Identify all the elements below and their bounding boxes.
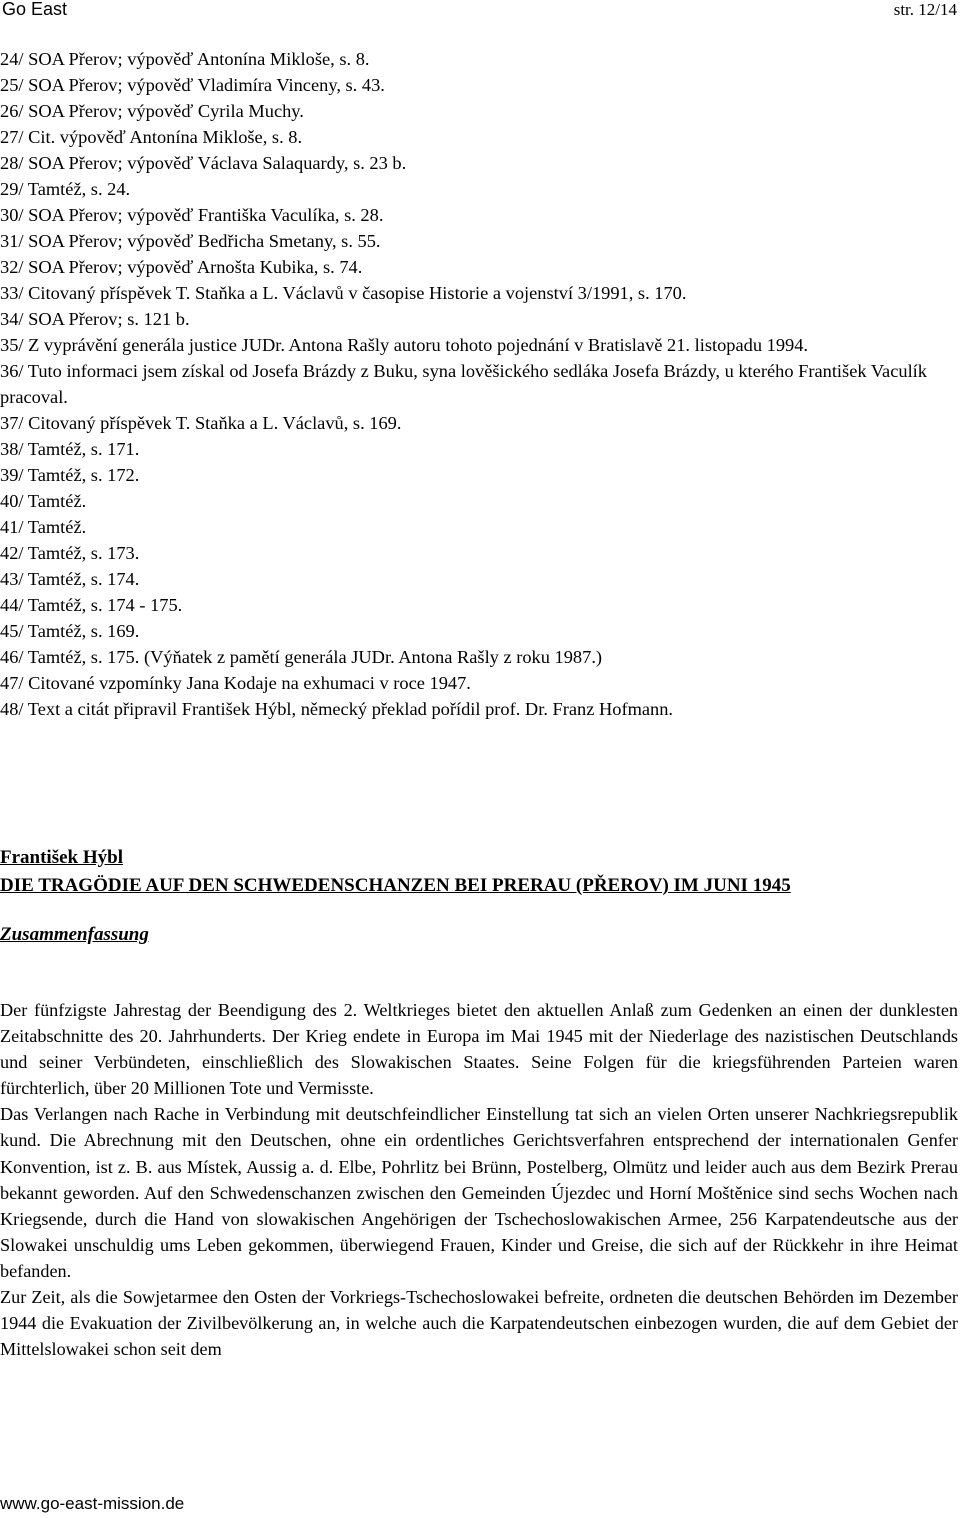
article-heading bbox=[0, 844, 958, 948]
footnote: 39/ Tamtéž, s. 172. bbox=[0, 465, 140, 485]
page-header bbox=[0, 0, 960, 26]
footnote: 41/ Tamtéž. bbox=[0, 517, 87, 537]
summary-heading: Zusammenfassung bbox=[0, 924, 149, 945]
footnote: 43/ Tamtéž, s. 174. bbox=[0, 569, 140, 589]
author-name: František Hýbl bbox=[0, 847, 123, 868]
page-number: str. 12/14 bbox=[893, 0, 957, 19]
footnote: 29/ Tamtéž, s. 24. bbox=[0, 179, 131, 199]
footnotes-list bbox=[0, 46, 958, 722]
paragraph: Zur Zeit, als die Sowjetarmee den Osten der Vorkriegs-Tschechoslowakei befreite, ordneten die deutschen Behörden im Dezember 1944 die Evakuation der Zivilbevölkerung an, in welche auch die Karpatendeutschen einbezogen wurden, die auf dem Gebiet der Mittelslowakei schon seit dem bbox=[0, 1287, 958, 1360]
footnote: 46/ Tamtéž, s. 175. (Výňatek z pamětí generála JUDr. Antona Rašly z roku 1987.) bbox=[0, 647, 603, 667]
article-title: DIE TRAGÖDIE AUF DEN SCHWEDENSCHANZEN BEI PRERAU (PŘEROV) IM JUNI 1945 bbox=[0, 875, 791, 896]
footnote: 35/ Z vyprávění generála justice JUDr. Antona Rašly autoru tohoto pojednání v Bratislavě 21. listopadu 1994. bbox=[0, 335, 809, 355]
footnote: 36/ Tuto informaci jsem získal od Josefa Brázdy z Buku, syna lověšického sedláka Josefa Brázdy, u kterého František Vaculík pracoval. bbox=[0, 361, 927, 407]
footnote: 38/ Tamtéž, s. 171. bbox=[0, 439, 140, 459]
footnote: 40/ Tamtéž. bbox=[0, 491, 87, 511]
header-title: Go East bbox=[2, 0, 68, 19]
footnote: 26/ SOA Přerov; výpověď Cyrila Muchy. bbox=[0, 101, 304, 121]
article-body bbox=[0, 997, 958, 1362]
footnote: 30/ SOA Přerov; výpověď Františka Vaculíka, s. 28. bbox=[0, 205, 384, 225]
footnote: 34/ SOA Přerov; s. 121 b. bbox=[0, 309, 190, 329]
paragraph: Das Verlangen nach Rache in Verbindung mit deutschfeindlicher Einstellung tat sich an vielen Orten unserer Nachkriegsrepublik kund. Die Abrechnung mit den Deutschen, ohne ein ordentliches Gerichtsverfahren entsprechend der internationalen Genfer Konvention, ist z. B. aus Místek, Aussig a. d. Elbe, Pohrlitz bei Brünn, Postelberg, Olmütz und leider auch aus dem Bezirk Prerau bekannt geworden. Auf den Schwedenschanzen zwischen den Gemeinden Újezdec und Horní Moštěnice sind sechs Wochen nach Kriegsende, durch die Hand von slowakischen Angehörigen der Tschechoslowakischen Armee, 256 Karpatendeutsche aus der Slowakei unschuldig ums Leben gekommen, überwiegend Frauen, Kinder und Greise, die sich auf der Rückkehr in ihre Heimat befanden. bbox=[0, 1104, 958, 1281]
footnote: 37/ Citovaný příspěvek T. Staňka a L. Václavů, s. 169. bbox=[0, 413, 402, 433]
footnote: 33/ Citovaný příspěvek T. Staňka a L. Václavů v časopise Historie a vojenství 3/1991, s. 170. bbox=[0, 283, 687, 303]
footer-url: www.go-east-mission.de bbox=[0, 1494, 185, 1513]
footnote: 42/ Tamtéž, s. 173. bbox=[0, 543, 140, 563]
footnote: 24/ SOA Přerov; výpověď Antonína Mikloše, s. 8. bbox=[0, 49, 370, 69]
footnote: 28/ SOA Přerov; výpověď Václava Salaquardy, s. 23 b. bbox=[0, 153, 407, 173]
paragraph: Der fünfzigste Jahrestag der Beendigung des 2. Weltkrieges bietet den aktuellen Anlaß zum Gedenken an einen der dunklesten Zeitabschnitte des 20. Jahrhunderts. Der Krieg endete in Europa im Mai 1945 mit der Niederlage des nazistischen Deutschlands und seiner Verbündeten, einschließlich des Slowakischen Staates. Seine Folgen für die kriegsführenden Parteien waren fürchterlich, über 20 Millionen Tote und Vermisste. bbox=[0, 1000, 958, 1099]
footnote: 44/ Tamtéž, s. 174 - 175. bbox=[0, 595, 183, 615]
footnote: 32/ SOA Přerov; výpověď Arnošta Kubika, s. 74. bbox=[0, 257, 363, 277]
footnote: 27/ Cit. výpověď Antonína Mikloše, s. 8. bbox=[0, 127, 303, 147]
footnote: 25/ SOA Přerov; výpověď Vladimíra Vinceny, s. 43. bbox=[0, 75, 385, 95]
footnote: 47/ Citované vzpomínky Jana Kodaje na exhumaci v roce 1947. bbox=[0, 673, 471, 693]
footnote: 48/ Text a citát připravil František Hýbl, německý překlad pořídil prof. Dr. Franz Hofmann. bbox=[0, 699, 674, 719]
footnote: 45/ Tamtéž, s. 169. bbox=[0, 621, 140, 641]
footnote: 31/ SOA Přerov; výpověď Bedřicha Smetany, s. 55. bbox=[0, 231, 381, 251]
